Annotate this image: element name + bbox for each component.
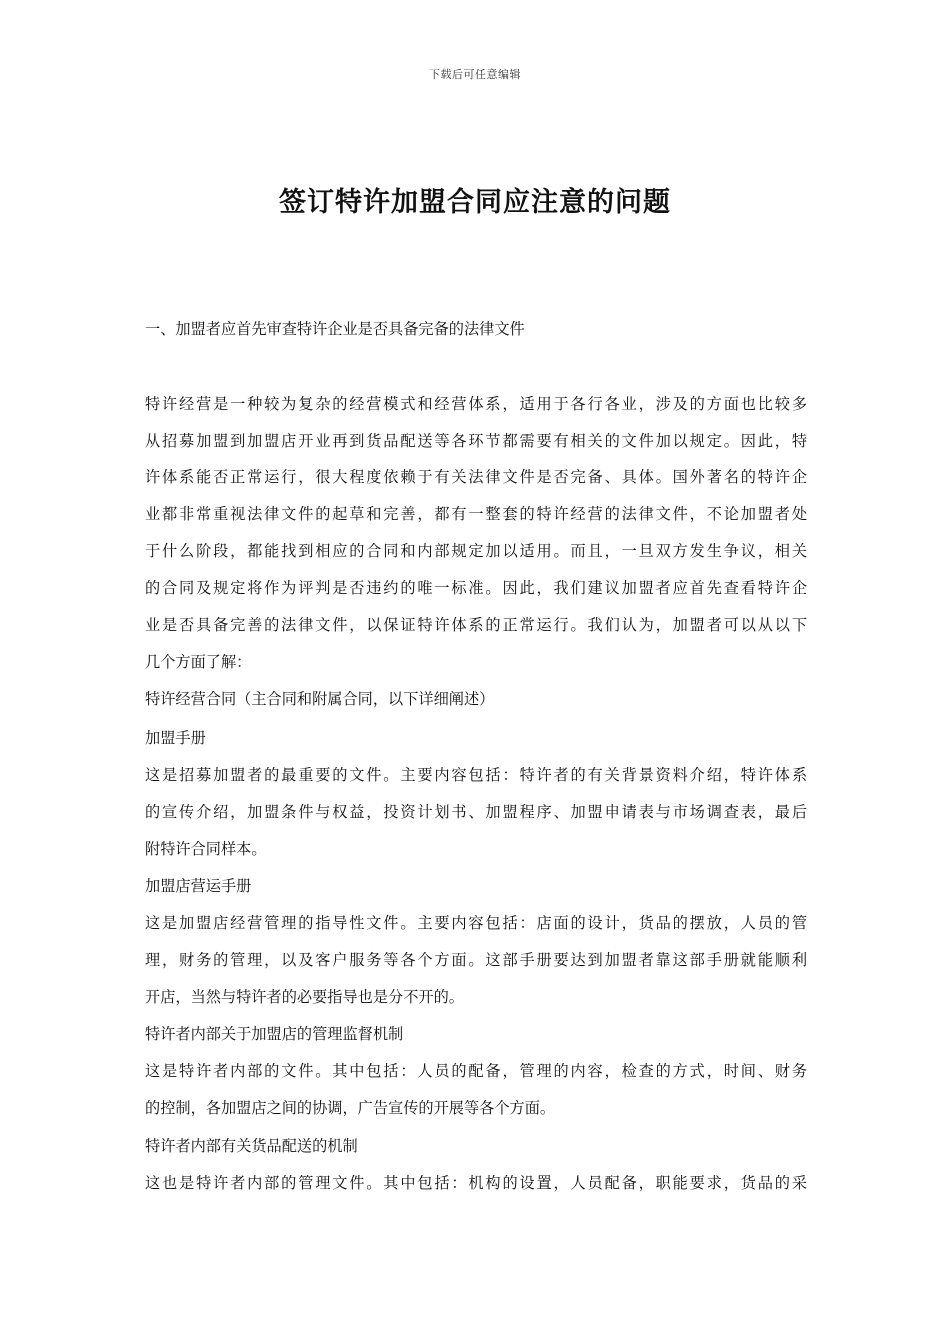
paragraph-line: 从招募加盟到加盟店开业再到货品配送等各环节都需要有相关的文件加以规定。因此，特	[145, 432, 807, 450]
paragraph-line: 几个方面了解：	[145, 653, 252, 671]
paragraph-line: 特许经营是一种较为复杂的经营模式和经营体系，适用于各行各业，涉及的方面也比较多	[145, 395, 807, 413]
paragraph-line: 业是否具备完善的法律文件，以保证特许体系的正常运行。我们认为，加盟者可以从以下	[145, 616, 807, 634]
paragraph-line: 这是加盟店经营管理的指导性文件。主要内容包括：店面的设计，货品的摆放，人员的管	[145, 914, 807, 932]
paragraph-line: 这是招募加盟者的最重要的文件。主要内容包括：特许者的有关背景资料介绍，特许体系	[145, 766, 807, 784]
list-item-title: 加盟店营运手册	[145, 877, 252, 895]
paragraph-line: 理，财务的管理，以及客户服务等各个方面。这部手册要达到加盟者靠这部手册就能顺利	[145, 951, 807, 969]
section-heading: 一、加盟者应首先审查特许企业是否具备完备的法律文件	[145, 320, 525, 338]
paragraph-line: 的宣传介绍，加盟条件与权益，投资计划书、加盟程序、加盟申请表与市场调查表，最后	[145, 803, 807, 821]
paragraph-line: 这也是特许者内部的管理文件。其中包括：机构的设置，人员配备，职能要求，货品的采	[145, 1174, 807, 1192]
list-item-title: 特许者内部关于加盟店的管理监督机制	[145, 1025, 404, 1043]
paragraph-line: 业都非常重视法律文件的起草和完善，都有一整套的特许经营的法律文件，不论加盟者处	[145, 505, 807, 523]
paragraph-line: 的合同及规定将作为评判是否违约的唯一标准。因此，我们建议加盟者应首先查看特许企	[145, 579, 807, 597]
paragraph-line: 这是特许者内部的文件。其中包括：人员的配备，管理的内容，检查的方式，时间、财务	[145, 1062, 807, 1080]
paragraph-line: 的控制，各加盟店之间的协调，广告宣传的开展等各个方面。	[145, 1099, 556, 1117]
list-item-title: 加盟手册	[145, 729, 206, 747]
list-item-title: 特许经营合同（主合同和附属合同，以下详细阐述）	[145, 690, 495, 708]
page-header-note: 下载后可任意编辑	[429, 68, 521, 81]
paragraph-line: 开店，当然与特许者的必要指导也是分不开的。	[145, 988, 464, 1006]
list-item-title: 特许者内部有关货品配送的机制	[145, 1137, 358, 1155]
paragraph-line: 于什么阶段，都能找到相应的合同和内部规定加以适用。而且，一旦双方发生争议，相关	[145, 542, 807, 560]
paragraph-line: 许体系能否正常运行，很大程度依赖于有关法律文件是否完备、具体。国外著名的特许企	[145, 468, 807, 486]
paragraph-line: 附特许合同样本。	[145, 840, 267, 858]
document-title: 签订特许加盟合同应注意的问题	[279, 187, 671, 218]
